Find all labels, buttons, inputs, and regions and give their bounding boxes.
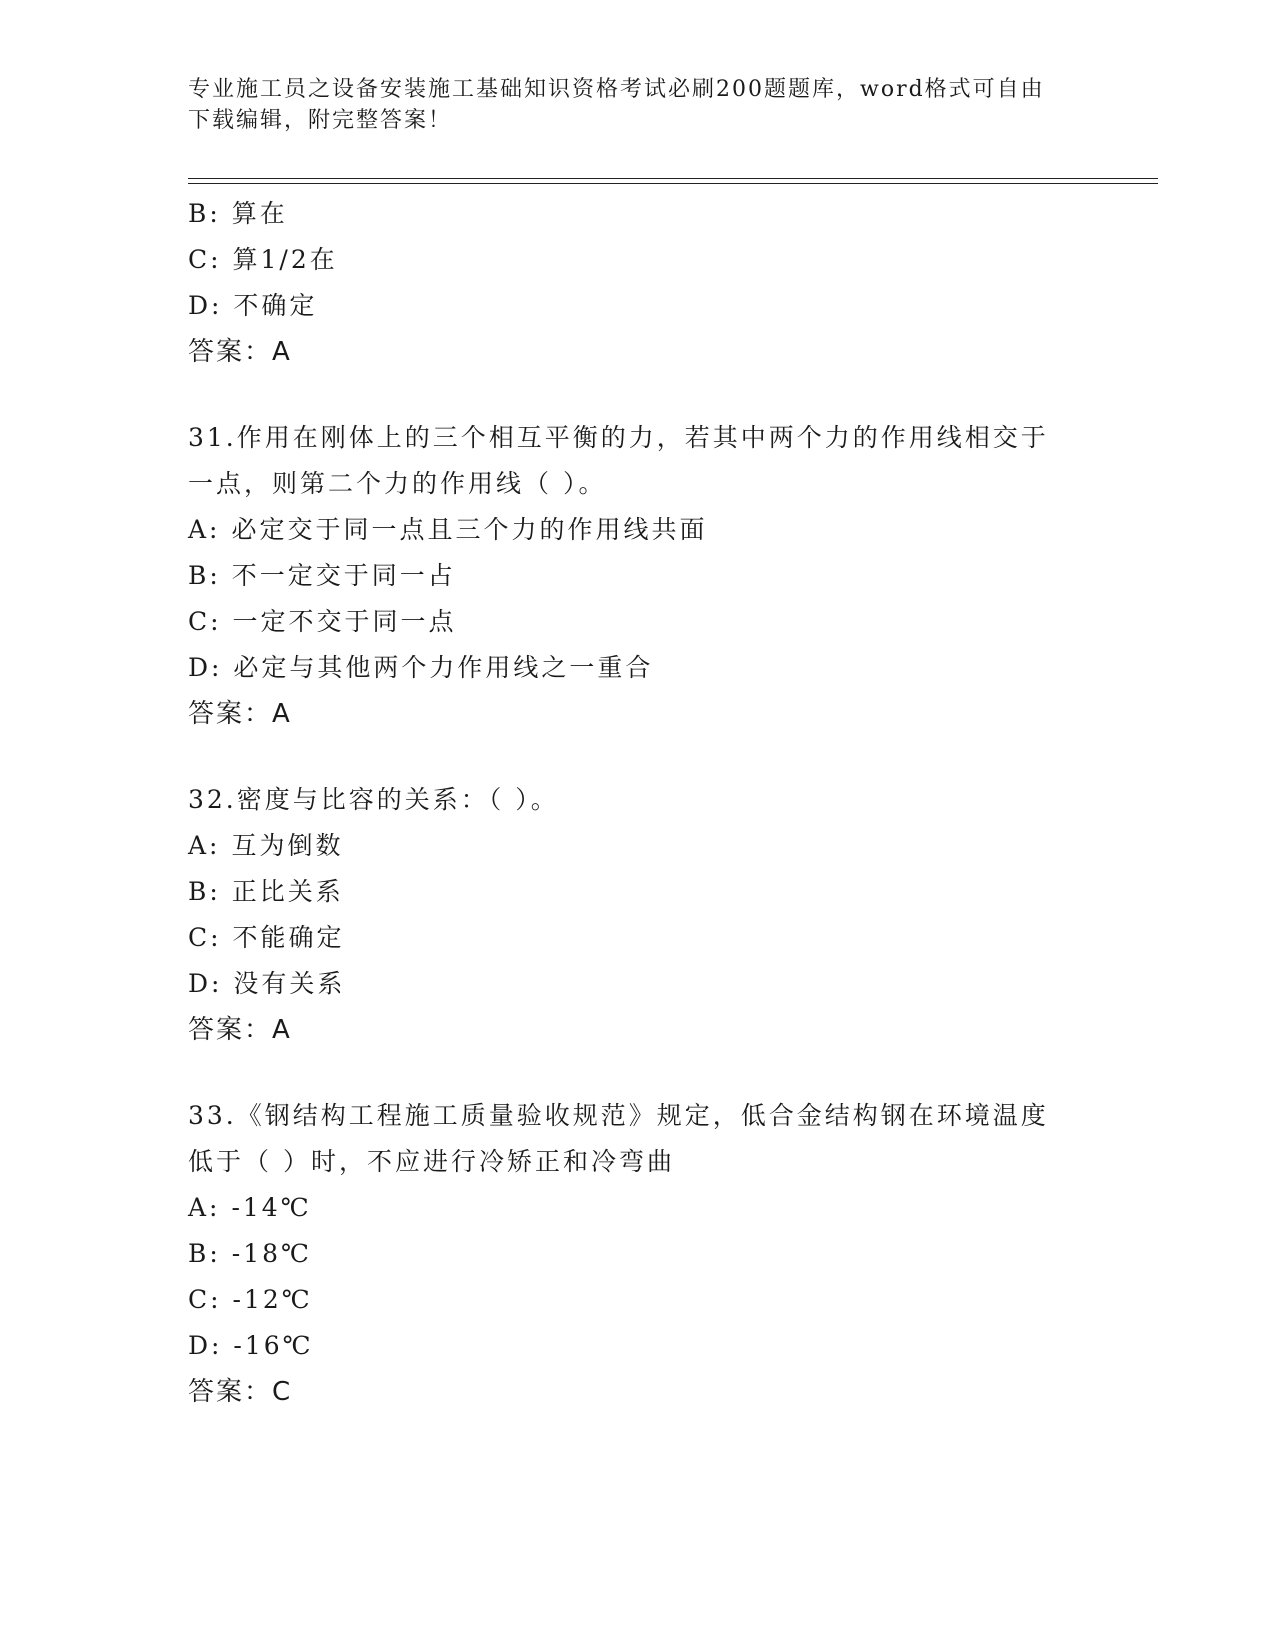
question-31 <box>188 415 1088 737</box>
question-stem-line-1: 33.《钢结构工程施工质量验收规范》规定，低合金结构钢在环境温度 <box>188 1101 1049 1130</box>
option-a <box>188 823 1088 869</box>
option-text: -18℃ <box>231 1239 312 1268</box>
option-text: -12℃ <box>232 1285 313 1314</box>
option-letter: A: <box>188 831 221 860</box>
option-text: 算1/2在 <box>232 245 338 274</box>
option-d <box>188 645 1088 691</box>
option-b <box>188 1231 1088 1277</box>
option-text: 算在 <box>231 199 288 228</box>
answer-value: A <box>272 337 290 367</box>
answer-line <box>188 329 1088 375</box>
option-text: 不一定交于同一占 <box>231 561 456 590</box>
option-text: 必定交于同一点且三个力的作用线共面 <box>231 515 708 544</box>
option-letter: A: <box>188 1193 221 1222</box>
answer-label: 答案： <box>188 1377 273 1407</box>
question-stem-line-2: 低于（ ）时，不应进行冷矫正和冷弯曲 <box>188 1147 675 1176</box>
answer-value: A <box>272 1015 290 1045</box>
header-title-line-1: 专业施工员之设备安装施工基础知识资格考试必刷200题题库，word格式可自由 <box>188 77 1045 102</box>
answer-line <box>188 691 1088 737</box>
option-letter: C: <box>188 245 222 274</box>
option-text: 不能确定 <box>232 923 345 952</box>
answer-line <box>188 1007 1088 1053</box>
question-32 <box>188 777 1088 1053</box>
option-letter: B: <box>188 199 221 228</box>
answer-value: C <box>272 1377 291 1407</box>
option-text: -16℃ <box>233 1331 314 1360</box>
question-stem-line-1: 31.作用在刚体上的三个相互平衡的力，若其中两个力的作用线相交于 <box>188 423 1049 452</box>
header-divider-top <box>188 178 1158 179</box>
option-text: 不确定 <box>233 291 318 320</box>
option-c <box>188 1277 1088 1323</box>
option-c <box>188 915 1088 961</box>
option-letter: D: <box>188 291 223 320</box>
option-b <box>188 553 1088 599</box>
option-letter: B: <box>188 561 221 590</box>
question-stem-line-2: 一点，则第二个力的作用线（ ）。 <box>188 469 607 498</box>
option-text: 必定与其他两个力作用线之一重合 <box>233 653 654 682</box>
option-letter: D: <box>188 653 223 682</box>
option-b <box>188 869 1088 915</box>
question-content <box>188 191 1088 1415</box>
option-d <box>188 283 1088 329</box>
option-text: -14℃ <box>231 1193 312 1222</box>
option-letter: A: <box>188 515 221 544</box>
answer-value: A <box>272 699 290 729</box>
header-divider-bottom <box>188 183 1158 184</box>
option-b <box>188 191 1088 237</box>
question-33 <box>188 1093 1088 1415</box>
option-d <box>188 961 1088 1007</box>
option-c <box>188 237 1088 283</box>
option-text: 一定不交于同一点 <box>232 607 457 636</box>
option-letter: D: <box>188 969 223 998</box>
option-text: 没有关系 <box>233 969 346 998</box>
answer-label: 答案： <box>188 1015 273 1045</box>
question-spacer <box>188 375 1088 415</box>
question-spacer <box>188 737 1088 777</box>
question-spacer <box>188 1053 1088 1093</box>
answer-label: 答案： <box>188 337 273 367</box>
header-title-line-2: 下载编辑，附完整答案！ <box>188 108 453 133</box>
question-fragment <box>188 191 1088 375</box>
option-a <box>188 1185 1088 1231</box>
option-text: 互为倒数 <box>231 831 344 860</box>
answer-label: 答案： <box>188 699 273 729</box>
option-letter: C: <box>188 923 222 952</box>
page-header <box>188 74 1088 136</box>
option-text: 正比关系 <box>231 877 344 906</box>
option-letter: B: <box>188 877 221 906</box>
question-stem-line-1: 32.密度与比容的关系：（ ）。 <box>188 785 559 814</box>
option-letter: C: <box>188 607 222 636</box>
option-letter: C: <box>188 1285 222 1314</box>
option-letter: B: <box>188 1239 221 1268</box>
option-d <box>188 1323 1088 1369</box>
answer-line <box>188 1369 1088 1415</box>
option-letter: D: <box>188 1331 223 1360</box>
option-a <box>188 507 1088 553</box>
option-c <box>188 599 1088 645</box>
